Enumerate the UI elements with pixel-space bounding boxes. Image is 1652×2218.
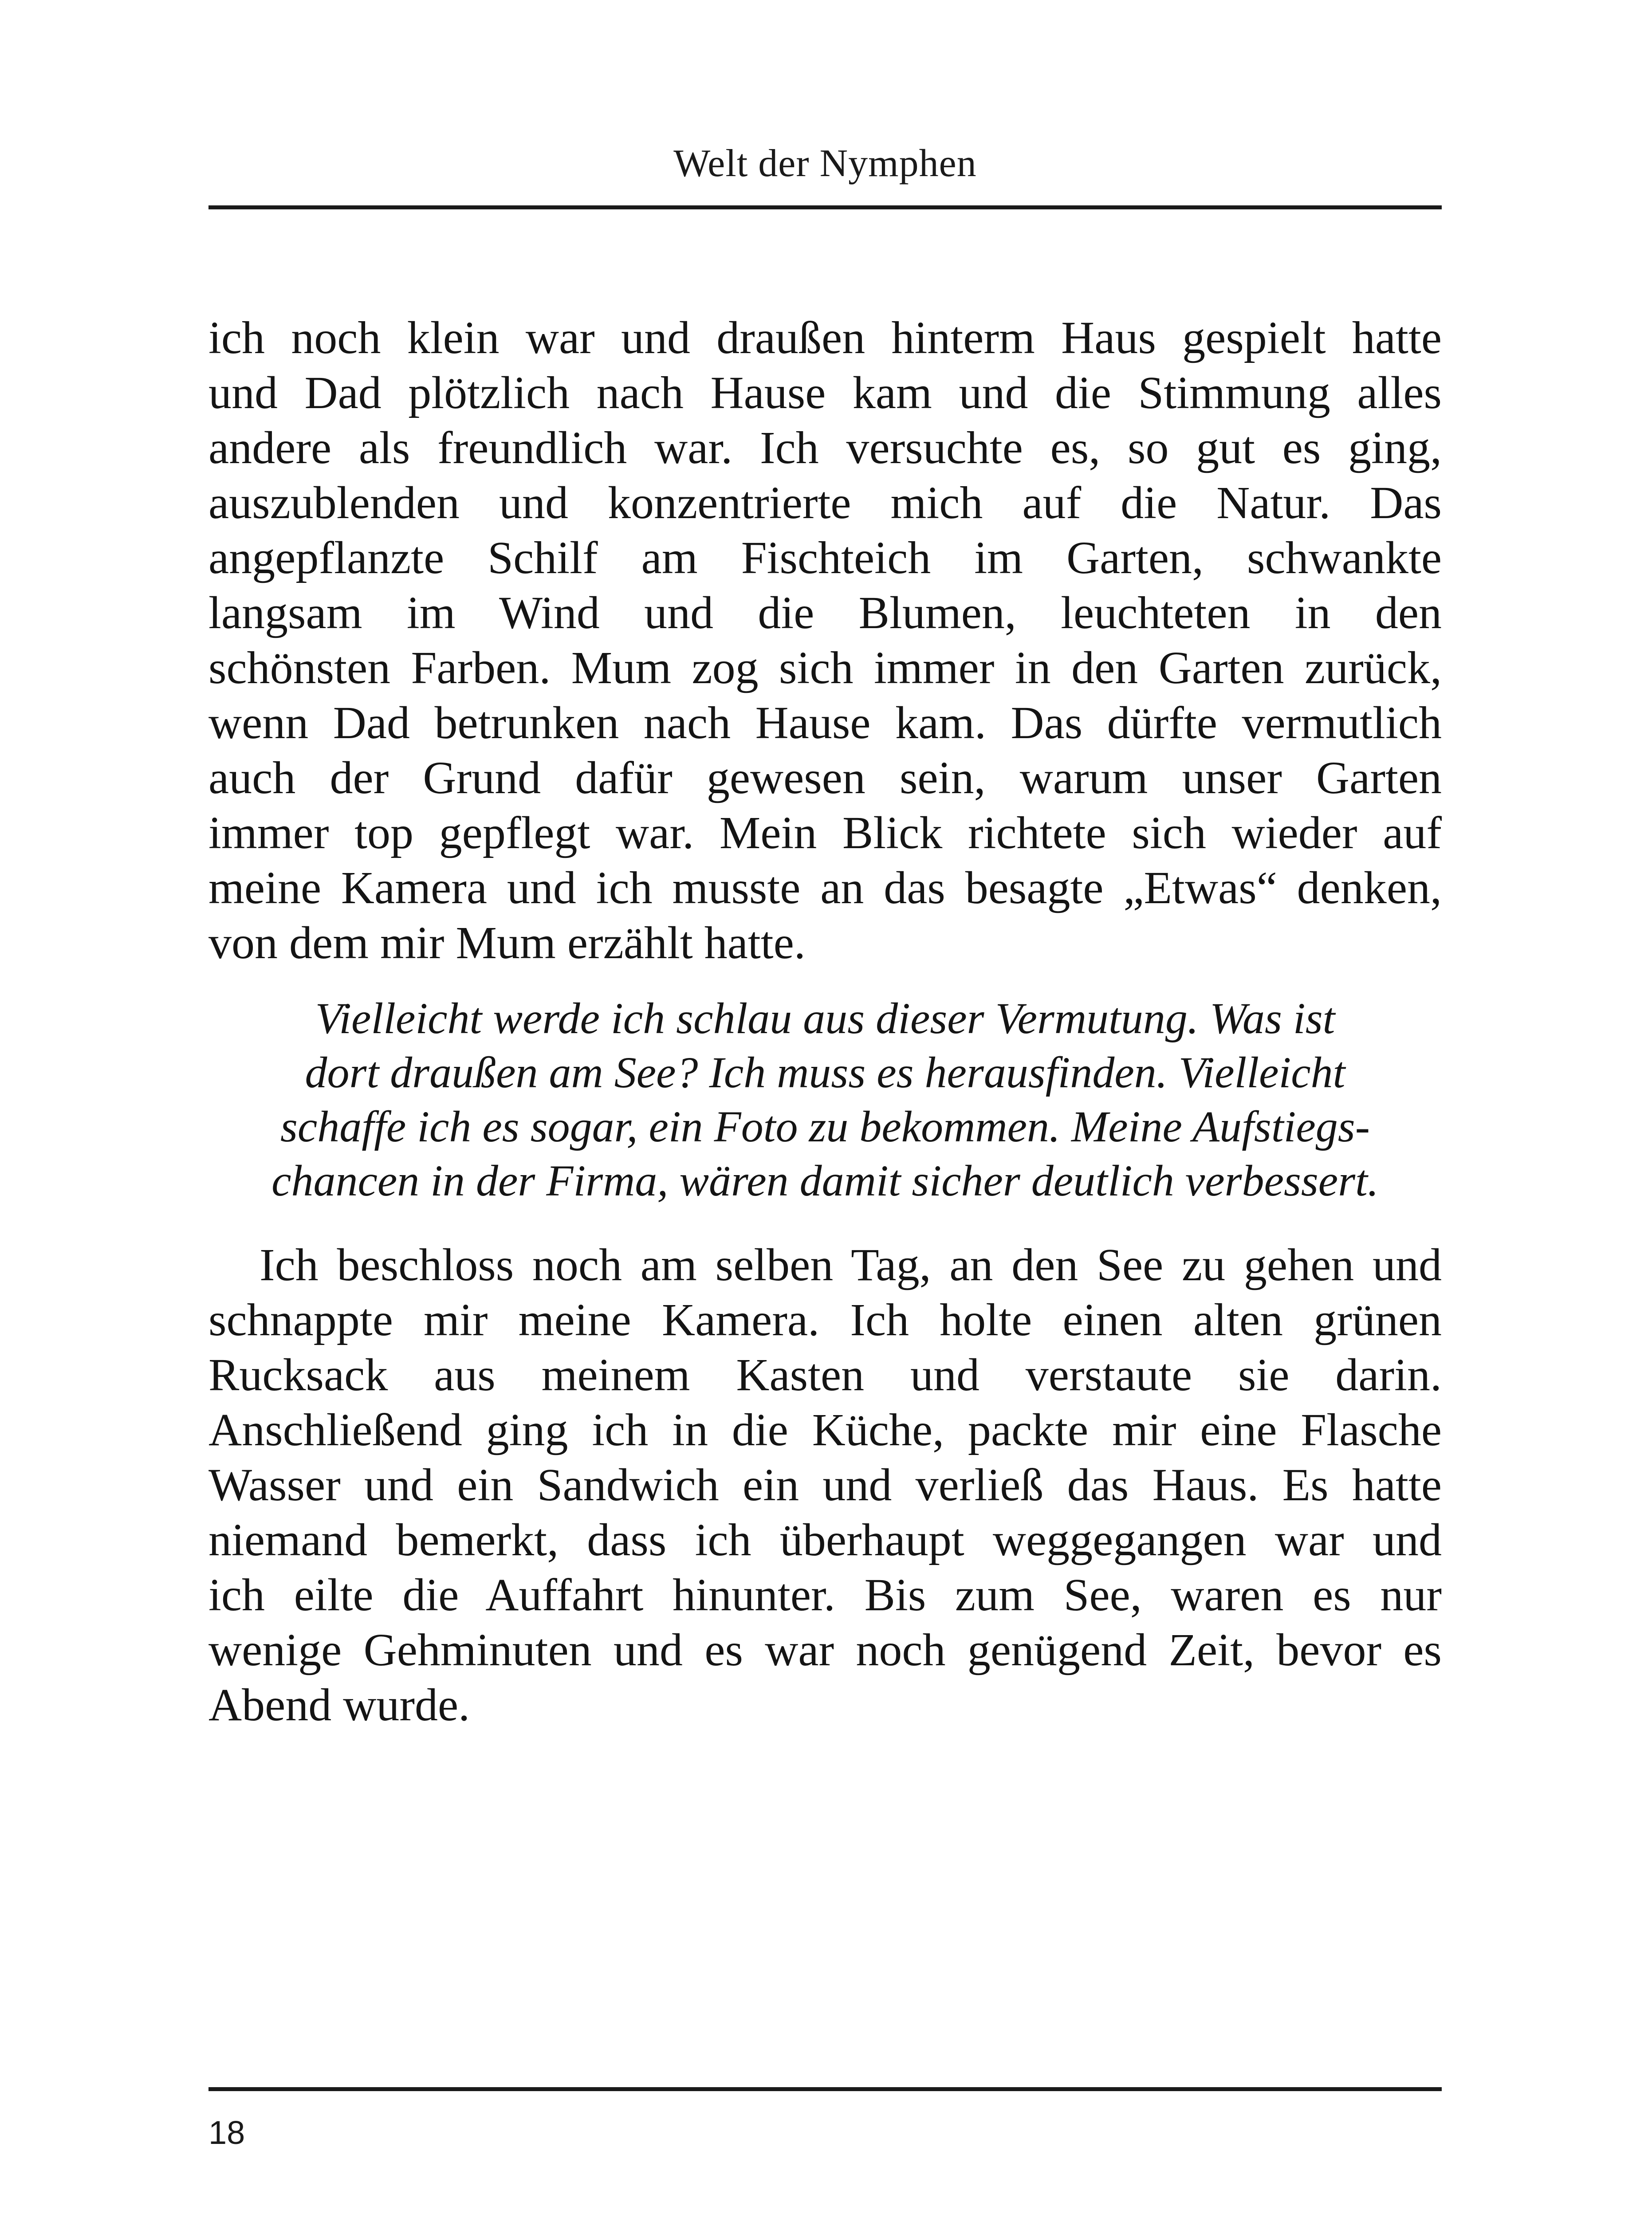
text-line: auch der Grund dafür gewesen sein, warum unser Garten <box>208 752 1442 803</box>
text-line: schönsten Farben. Mum zog sich immer in den Garten zurück, <box>208 642 1442 693</box>
text-line: auszublenden und konzentrierte mich auf die Natur. Das <box>208 477 1442 528</box>
text-line: schnappte mir meine Kamera. Ich holte einen alten grünen <box>208 1294 1442 1345</box>
text-line: ich noch klein war und draußen hinterm Haus gespielt hatte <box>208 312 1442 363</box>
text-line: und Dad plötzlich nach Hause kam und die Stimmung alles <box>208 367 1442 418</box>
text-line: meine Kamera und ich musste an das besagte „Etwas“ denken, <box>208 862 1442 913</box>
footer-rule <box>208 2087 1442 2091</box>
paragraph-2 <box>208 1238 1442 1733</box>
page-number: 18 <box>208 2114 245 2151</box>
thought-line: schaffe ich es sogar, ein Foto zu bekommen. Meine Aufstiegs- <box>280 1102 1370 1151</box>
text-line: wenige Gehminuten und es war noch genügend Zeit, bevor es <box>208 1624 1442 1675</box>
text-line: niemand bemerkt, dass ich überhaupt weggegangen war und <box>208 1514 1442 1565</box>
text-line: andere als freundlich war. Ich versuchte es, so gut es ging, <box>208 422 1442 473</box>
thought-line: Vielleicht werde ich schlau aus dieser Vermutung. Was ist <box>315 994 1335 1043</box>
text-line: immer top gepflegt war. Mein Blick richtete sich wieder auf <box>208 807 1442 858</box>
text-line: ich eilte die Auffahrt hinunter. Bis zum See, waren es nur <box>208 1569 1442 1620</box>
thought-line: dort draußen am See? Ich muss es herausfinden. Vielleicht <box>305 1048 1345 1097</box>
text-line: Anschließend ging ich in die Küche, packte mir eine Flasche <box>208 1404 1442 1455</box>
text-line: von dem mir Mum erzählt hatte. <box>208 917 806 968</box>
italic-thought-block <box>208 991 1442 1208</box>
text-line: Ich beschloss noch am selben Tag, an den See zu gehen und <box>260 1239 1442 1290</box>
text-line: angepflanzte Schilf am Fischteich im Garten, schwankte <box>208 532 1442 583</box>
paragraph-1 <box>208 311 1442 971</box>
text-line: Abend wurde. <box>208 1679 470 1730</box>
text-line: Rucksack aus meinem Kasten und verstaute sie darin. <box>208 1349 1442 1400</box>
header-rule <box>208 205 1442 209</box>
thought-line: chancen in der Firma, wären damit sicher deutlich verbessert. <box>271 1156 1379 1205</box>
text-line: wenn Dad betrunken nach Hause kam. Das dürfte vermutlich <box>208 697 1442 748</box>
text-line: langsam im Wind und die Blumen, leuchteten in den <box>208 587 1442 638</box>
running-header-title: Welt der Nymphen <box>673 142 977 185</box>
text-line: Wasser und ein Sandwich ein und verließ das Haus. Es hatte <box>208 1459 1442 1510</box>
